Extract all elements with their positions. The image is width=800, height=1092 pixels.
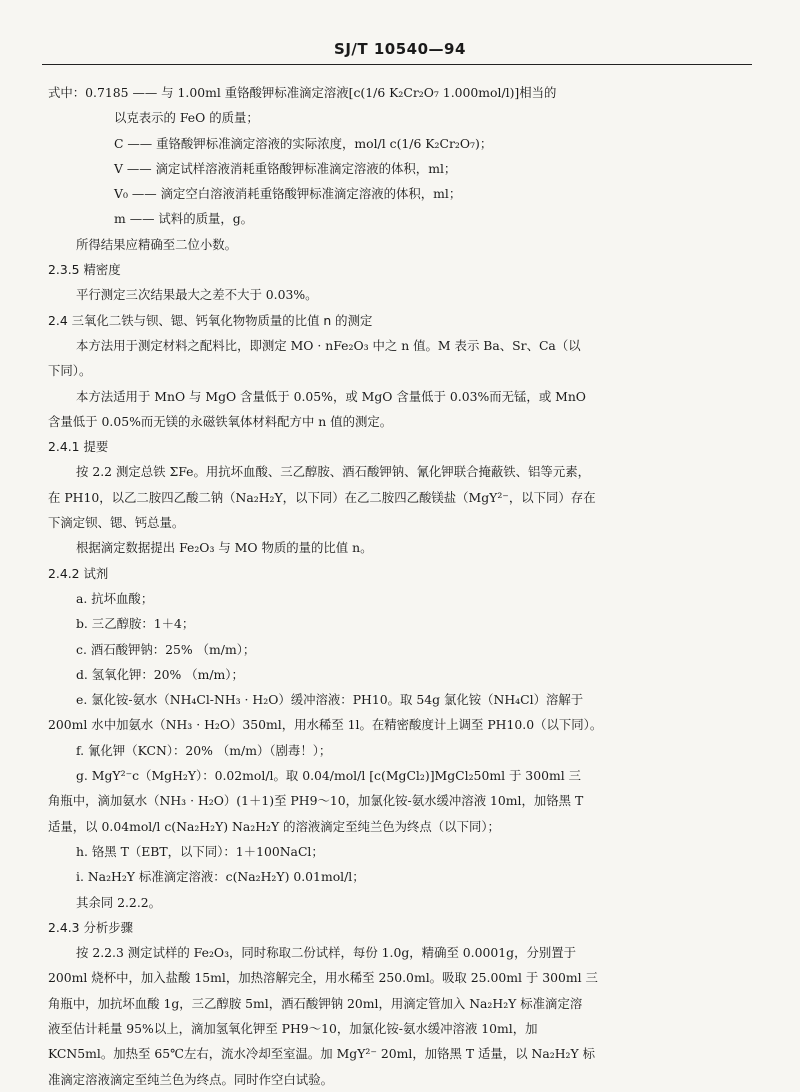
list-item: e. 氯化铵-氨水（NH₄Cl-NH₃ · H₂O）缓冲溶液：PH10。取 54g 氯化铵（NH₄Cl）溶解于 xyxy=(76,692,584,708)
section-heading: 2.4.2 试剂 xyxy=(48,565,109,581)
text-line: 适量，以 0.04mol/l c(Na₂H₂Y) Na₂H₂Y 的溶液滴定至纯兰色为终点（以下同）； xyxy=(48,818,500,834)
section-heading: 2.3.5 精密度 xyxy=(48,262,121,278)
list-item: b. 三乙醇胺：1＋4； xyxy=(76,616,195,632)
list-item: a. 抗坏血酸； xyxy=(76,590,154,606)
text-line: 本方法用于测定材料之配料比，即测定 MO · nFe₂O₃ 中之 n 值。M 表示 Ba、Sr、Ca（以 xyxy=(76,337,581,353)
text-line: 准滴定溶液滴定至纯兰色为终点。同时作空白试验。 xyxy=(48,1071,333,1087)
list-item: c. 酒石酸钾钠：25% （m/m）； xyxy=(76,641,256,657)
text-line: 在 PH10，以乙二胺四乙酸二钠（Na₂H₂Y，以下同）在乙二胺四乙酸镁盐（MgY²⁻，以下同）存在 xyxy=(48,489,596,505)
text-line: C —— 重铬酸钾标准滴定溶液的实际浓度，mol/l c(1/6 K₂Cr₂O₇)； xyxy=(114,135,493,151)
text-line: 平行测定三次结果最大之差不大于 0.03%。 xyxy=(76,287,318,303)
section-heading: 2.4.3 分析步骤 xyxy=(48,919,134,935)
text-line: 式中：0.7185 —— 与 1.00ml 重铬酸钾标准滴定溶液[c(1/6 K₂Cr₂O₇ 1.000mol/l)]相当的 xyxy=(48,85,557,100)
list-item: g. MgY²⁻c（MgH₂Y）：0.02mol/l。取 0.04/mol/l [c(MgCl₂)]MgCl₂50ml 于 300ml 三 xyxy=(76,768,581,784)
text-line: V₀ —— 滴定空白溶液消耗重铬酸钾标准滴定溶液的体积，ml； xyxy=(114,186,462,202)
text-line: 以克表示的 FeO 的质量； xyxy=(114,110,259,126)
text-line: 其余同 2.2.2。 xyxy=(76,894,162,910)
section-heading: 2.4 三氧化二铁与钡、锶、钙氧化物物质量的比值 n 的测定 xyxy=(48,312,373,328)
list-item: h. 铬黑 T（EBT，以下同）：1＋100NaCl； xyxy=(76,843,324,859)
list-item: d. 氢氧化钾：20% （m/m）； xyxy=(76,666,244,682)
text-line: 角瓶中，加抗坏血酸 1g，三乙醇胺 5ml，酒石酸钾钠 20ml，用滴定管加入 Na₂H₂Y 标准滴定溶 xyxy=(48,995,583,1011)
list-item: i. Na₂H₂Y 标准滴定溶液：c(Na₂H₂Y) 0.01mol/l； xyxy=(76,869,365,885)
text-line: 液至估计耗量 95%以上，滴加氢氧化钾至 PH9～10，加氯化铵-氨水缓冲溶液 10ml，加 xyxy=(48,1020,538,1036)
header-rule xyxy=(42,64,752,65)
text-line: 含量低于 0.05%而无镁的永磁铁氧体材料配方中 n 值的测定。 xyxy=(48,413,393,429)
text-line: 按 2.2.3 测定试样的 Fe₂O₃，同时称取二份试样，每份 1.0g，精确至 0.0001g，分别置于 xyxy=(76,945,577,961)
text-line: 根据滴定数据提出 Fe₂O₃ 与 MO 物质的量的比值 n。 xyxy=(76,540,373,556)
text-line: V —— 滴定试样溶液消耗重铬酸钾标准滴定溶液的体积，ml； xyxy=(114,160,457,176)
section-heading: 2.4.1 提要 xyxy=(48,439,109,455)
text-line: m —— 试料的质量，g。 xyxy=(114,211,254,227)
text-line: 所得结果应精确至二位小数。 xyxy=(76,236,238,252)
document-body xyxy=(48,80,748,1092)
text-line: 本方法适用于 MnO 与 MgO 含量低于 0.05%，或 MgO 含量低于 0.03%而无锰，或 MnO xyxy=(76,388,586,404)
text-line: 200ml 烧杯中，加入盐酸 15ml，加热溶解完全，用水稀至 250.0ml。吸取 25.00ml 于 300ml 三 xyxy=(48,970,598,986)
text-line: KCN5ml。加热至 65℃左右，流水冷却至室温。加 MgY²⁻ 20ml，加铬黑 T 适量，以 Na₂H₂Y 标 xyxy=(48,1046,596,1062)
text-line: 下滴定钡、锶、钙总量。 xyxy=(48,515,185,531)
text-line: 按 2.2 测定总铁 ΣFe。用抗坏血酸、三乙醇胺、酒石酸钾钠、氰化钾联合掩蔽铁、铝等元素， xyxy=(76,464,590,480)
text-line: 角瓶中，滴加氨水（NH₃ · H₂O）(1＋1)至 PH9～10，加氯化铵-氨水缓冲溶液 10ml，加铬黑 T xyxy=(48,793,584,809)
list-item: f. 氰化钾（KCN）：20% （m/m）（剧毒！）； xyxy=(76,742,332,758)
text-line: 下同）。 xyxy=(48,363,92,379)
standard-number-header: SJ/T 10540—94 xyxy=(334,40,466,58)
text-line: 200ml 水中加氨水（NH₃ · H₂O）350ml，用水稀至 1l。在精密酸度计上调至 PH10.0（以下同）。 xyxy=(48,717,603,733)
